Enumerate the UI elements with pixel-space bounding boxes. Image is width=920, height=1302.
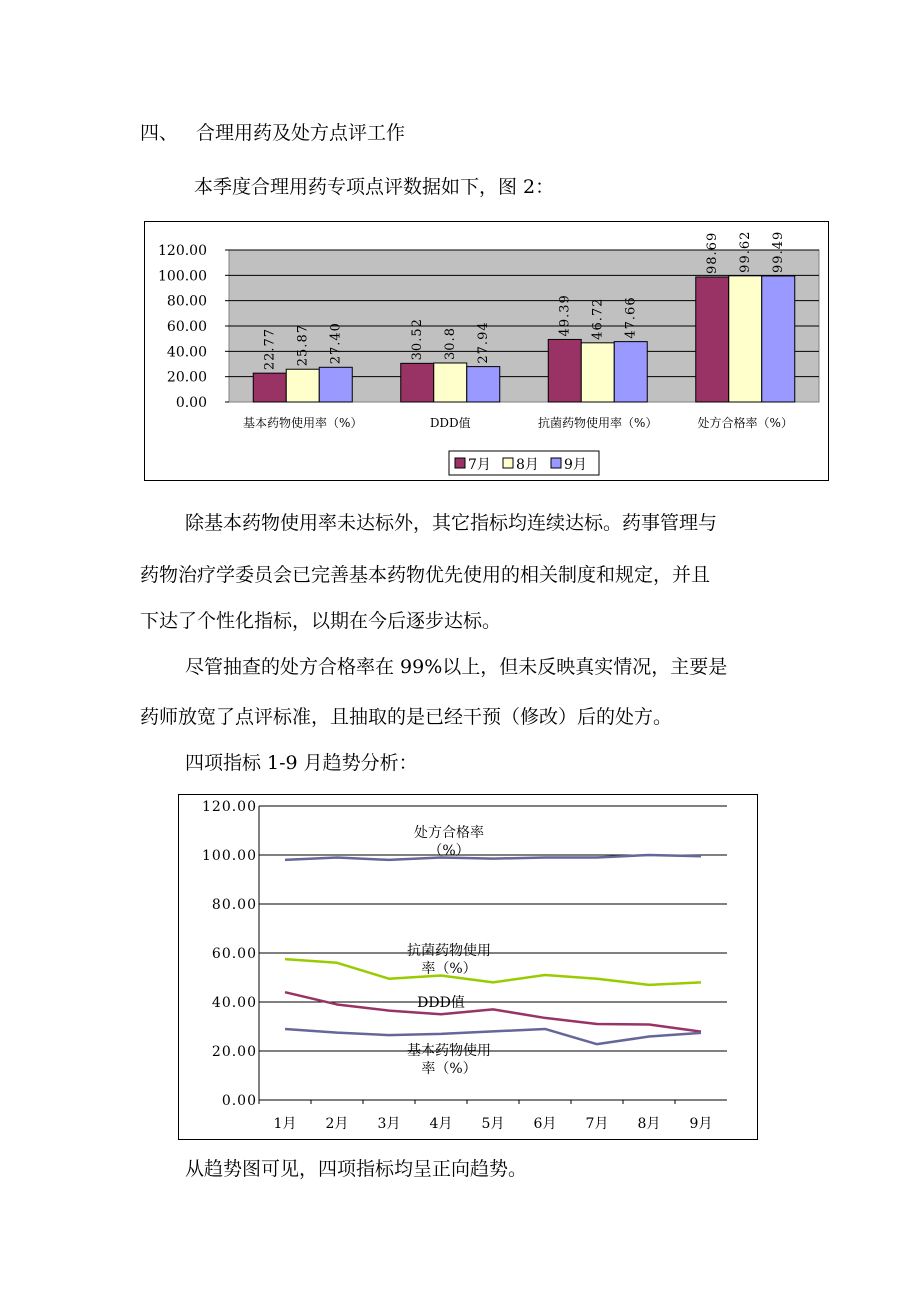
section-number: 四、: [140, 122, 179, 144]
x-tick-label: 基本药物使用率（%）: [243, 416, 363, 430]
bar: [434, 363, 467, 402]
y-tick-label: 0.00: [175, 395, 207, 411]
x-tick-label: 3月: [377, 1116, 401, 1132]
series-label: （%）: [428, 843, 470, 859]
bar: [286, 369, 319, 402]
legend-label: 8月: [516, 457, 539, 473]
x-tick-label: 1月: [273, 1116, 297, 1132]
y-tick-label: 80.00: [166, 293, 207, 310]
y-tick-label: 20.00: [211, 1044, 257, 1060]
legend-swatch: [455, 458, 465, 468]
bar: [319, 367, 352, 402]
bar: [614, 342, 647, 402]
y-tick-label: 100.00: [158, 268, 207, 285]
bar: [581, 343, 614, 402]
data-label: 98.69: [705, 231, 721, 274]
x-tick-label: 2月: [325, 1116, 349, 1132]
series-label: DDD值: [417, 995, 465, 1011]
chart2-intro: 四项指标 1-9 月趋势分析：: [185, 752, 418, 774]
bar: [548, 339, 581, 402]
x-tick-label: 8月: [637, 1116, 661, 1132]
y-tick-label: 120.00: [202, 799, 257, 815]
x-tick-label: 9月: [689, 1116, 713, 1132]
series-line: [285, 855, 701, 860]
section-heading: [140, 118, 405, 148]
y-tick-label: 40.00: [211, 995, 257, 1011]
bar: [467, 367, 500, 402]
data-label: 27.94: [476, 321, 492, 364]
x-tick-label: DDD值: [429, 416, 471, 430]
legend-label: 9月: [564, 457, 587, 473]
y-tick-label: 20.00: [166, 369, 207, 386]
paragraph-1-line-3: 下达了个性化指标，以期在今后逐步达标。: [140, 610, 502, 632]
x-tick-label: 处方合格率（%）: [697, 416, 793, 430]
legend-swatch: [503, 458, 513, 468]
bar: [401, 363, 434, 402]
data-label: 47.66: [623, 296, 639, 339]
series-line: [285, 992, 701, 1031]
series-label: 率（%）: [421, 1061, 477, 1077]
y-tick-label: 100.00: [202, 848, 257, 864]
data-label: 49.39: [557, 294, 573, 337]
data-label: 22.77: [262, 327, 278, 371]
y-tick-label: 120.00: [158, 243, 207, 259]
paragraph-1-line-2: 药物治疗学委员会已完善基本药物优先使用的相关制度和规定，并且: [140, 564, 711, 586]
y-tick-label: 80.00: [211, 897, 257, 913]
paragraph-2-line-2: 药师放宽了点评标准，且抽取的是已经干预（修改）后的处方。: [140, 706, 673, 728]
series-label: 率（%）: [421, 961, 477, 977]
bar: [696, 277, 729, 402]
line-chart: [179, 795, 757, 1139]
x-tick-label: 6月: [533, 1116, 557, 1132]
x-tick-label: 5月: [481, 1116, 505, 1132]
legend-swatch: [551, 458, 561, 468]
series-label: 抗菌药物使用: [407, 943, 491, 959]
data-label: 25.87: [295, 324, 311, 367]
data-label: 27.40: [328, 322, 344, 365]
y-tick-label: 0.00: [221, 1093, 257, 1109]
line-chart-frame: [178, 794, 758, 1140]
x-tick-label: 7月: [585, 1116, 609, 1132]
bar: [253, 373, 286, 402]
legend-label: 7月: [468, 457, 491, 473]
data-label: 46.72: [590, 297, 606, 340]
y-tick-label: 40.00: [166, 344, 207, 361]
data-label: 30.52: [410, 318, 426, 361]
bar: [762, 276, 795, 402]
bar-chart-frame: [144, 221, 829, 481]
paragraph-1-line-1: 除基本药物使用率未达标外，其它指标均连续达标。药事管理与: [185, 512, 718, 534]
section-title: 合理用药及处方点评工作: [196, 122, 406, 144]
y-tick-label: 60.00: [211, 946, 257, 962]
chart1-intro: 本季度合理用药专项点评数据如下，图 2：: [194, 176, 555, 198]
data-label: 99.62: [738, 230, 754, 273]
bar-chart: [145, 222, 828, 480]
series-line: [285, 1029, 701, 1044]
bar: [729, 276, 762, 402]
paragraph-2-line-1: 尽管抽查的处方合格率在 99%以上，但未反映真实情况，主要是: [185, 656, 728, 678]
closing-paragraph: 从趋势图可见，四项指标均呈正向趋势。: [185, 1158, 528, 1180]
series-label: 处方合格率: [414, 825, 484, 841]
x-tick-label: 4月: [429, 1116, 453, 1132]
series-label: 基本药物使用: [407, 1043, 491, 1059]
x-tick-label: 抗菌药物使用率（%）: [538, 416, 658, 430]
data-label: 99.49: [771, 230, 787, 273]
y-tick-label: 60.00: [166, 319, 207, 335]
series-line: [285, 959, 701, 985]
data-label: 30.8: [443, 327, 459, 360]
